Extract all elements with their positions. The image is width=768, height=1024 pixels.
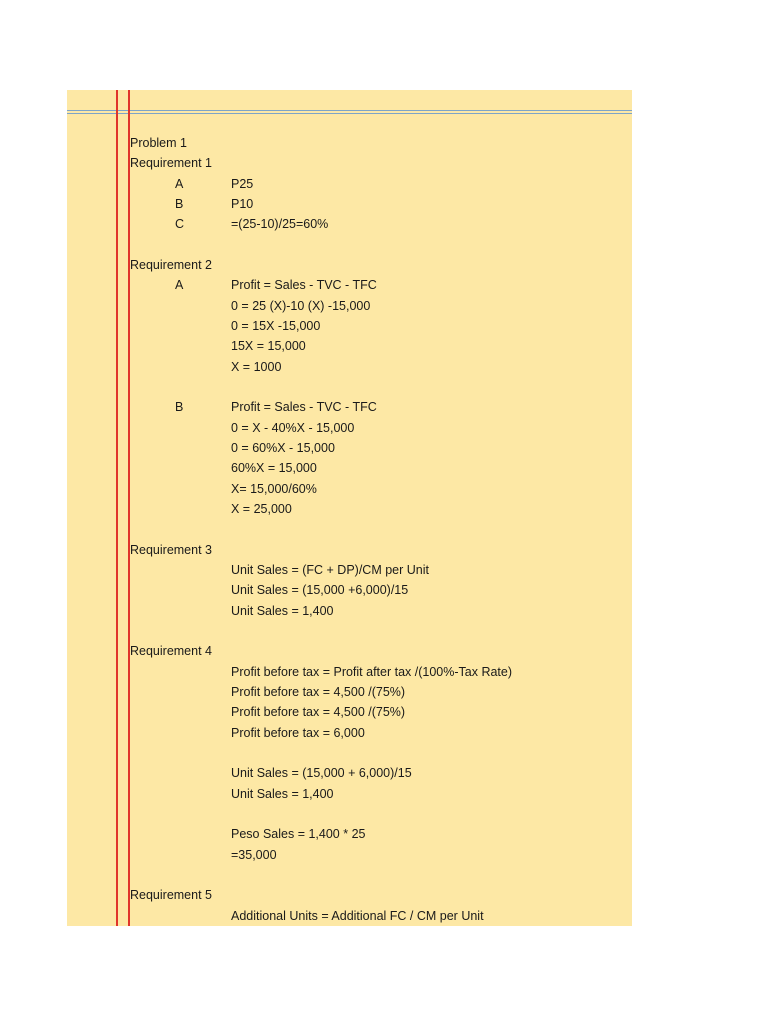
formula-text: =35,000 — [231, 847, 277, 862]
section-label: Requirement 5 — [130, 888, 212, 903]
formula-text: Unit Sales = (15,000 + 6,000)/15 — [231, 766, 412, 781]
formula-text: Profit before tax = 4,500 /(75%) — [231, 705, 406, 720]
notebook-page — [67, 90, 632, 926]
formula-text: Profit = Sales - TVC - TFC — [231, 400, 377, 415]
section-label: Requirement 2 — [130, 258, 212, 272]
item-label: C — [175, 217, 185, 232]
formula-text: P10 — [231, 197, 254, 211]
formula-text: Peso Sales = 1,400 * 25 — [231, 827, 366, 842]
formula-text: 0 = X - 40%X - 15,000 — [231, 420, 355, 435]
margin-left-line-2 — [128, 90, 130, 926]
item-label: B — [175, 197, 184, 211]
formula-text: Profit before tax = 6,000 — [231, 725, 365, 740]
section-label: Requirement 1 — [130, 156, 212, 171]
margin-top-line — [67, 110, 632, 111]
formula-text: Unit Sales = (15,000 +6,000)/15 — [231, 583, 409, 598]
section-label: Problem 1 — [130, 136, 187, 150]
margin-top-line-2 — [67, 113, 632, 114]
formula-text: X = 25,000 — [231, 501, 292, 516]
formula-text: 0 = 15X -15,000 — [231, 319, 321, 333]
section-label: Requirement 3 — [130, 542, 212, 557]
formula-text: X= 15,000/60% — [231, 481, 317, 496]
formula-text: 15X = 15,000 — [231, 339, 306, 354]
formula-text: Unit Sales = 1,400 — [231, 603, 334, 618]
formula-text: 0 = 60%X - 15,000 — [231, 440, 335, 455]
section-label: Requirement 4 — [130, 644, 212, 659]
formula-text: Profit before tax = Profit after tax /(100%-Tax Rate) — [231, 664, 513, 679]
formula-text: X = 1000 — [231, 359, 282, 374]
formula-text: Additional Units = Additional FC / CM per Unit — [231, 908, 484, 923]
formula-text: =(25-10)/25=60% — [231, 217, 329, 232]
formula-text: Profit = Sales - TVC - TFC — [231, 278, 377, 293]
formula-text: 60%X = 15,000 — [231, 461, 317, 476]
item-label: A — [175, 278, 184, 293]
item-label: B — [175, 400, 184, 415]
margin-left-line — [116, 90, 118, 926]
formula-text: Unit Sales = 1,400 — [231, 786, 334, 801]
item-label: A — [175, 176, 184, 191]
formula-text: P25 — [231, 176, 254, 191]
formula-text: Profit before tax = 4,500 /(75%) — [231, 684, 406, 699]
formula-text: Unit Sales = (FC + DP)/CM per Unit — [231, 562, 429, 577]
formula-text: 0 = 25 (X)-10 (X) -15,000 — [231, 298, 371, 313]
